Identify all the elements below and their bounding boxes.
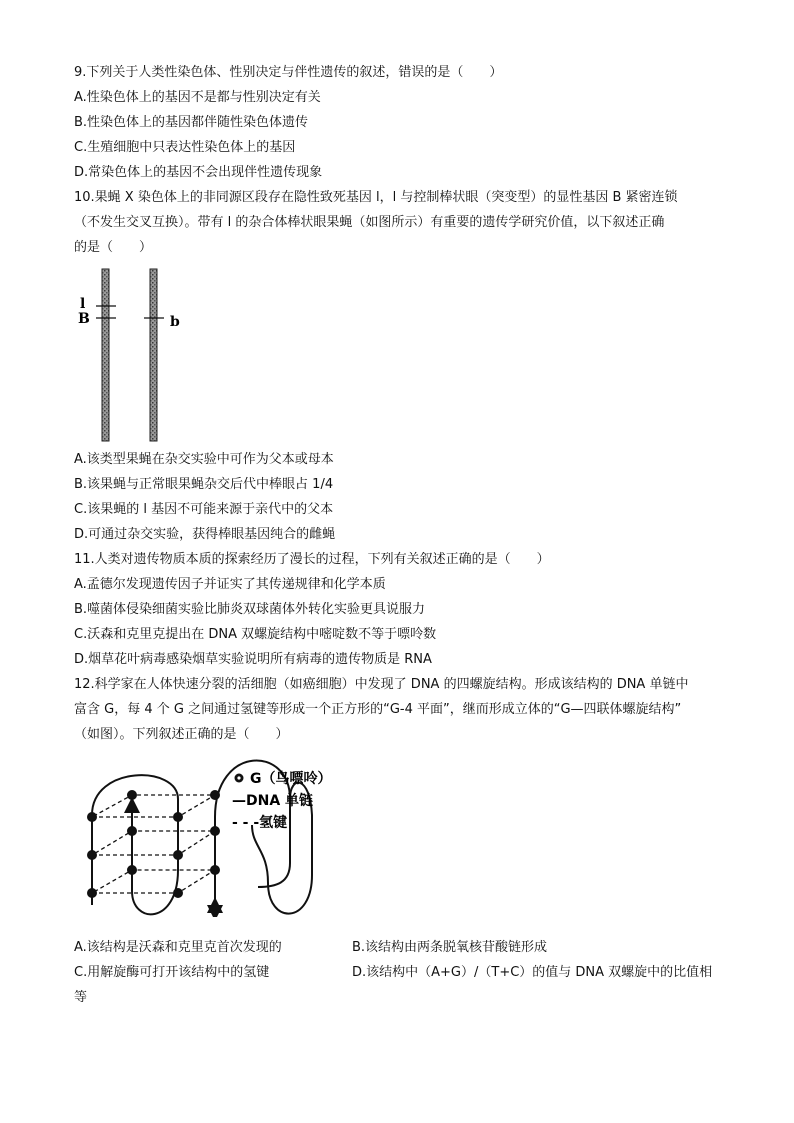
legend-guanine: G（鸟嘌呤）	[250, 771, 332, 787]
q9-stem: 9.下列关于人类性染色体、性别决定与伴性遗传的叙述，错误的是（ ）	[74, 65, 503, 80]
q12-option-d-line2: 等	[74, 990, 88, 1005]
figure-legend	[232, 770, 332, 831]
q11-option-a: A.孟德尔发现遗传因子并证实了其传递规律和化学本质	[74, 577, 386, 592]
q10-option-d: D.可通过杂交实验，获得棒眼基因纯合的雌蝇	[74, 527, 336, 542]
q12-stem-line1: 12.科学家在人体快速分裂的活细胞（如癌细胞）中发现了 DNA 的四螺旋结构。形成该结构的 DNA 单链中	[74, 677, 689, 692]
q11-option-c: C.沃森和克里克提出在 DNA 双螺旋结构中嘧啶数不等于嘌呤数	[74, 627, 437, 642]
q10-option-b: B.该果蝇与正常眼果蝇杂交后代中棒眼占 1/4	[74, 477, 334, 492]
q12-option-c: C.用解旋酶可打开该结构中的氢键	[74, 965, 270, 980]
gene-B-label: B	[78, 311, 90, 327]
q9-option-b: B.性染色体上的基因都伴随性染色体遗传	[74, 115, 309, 130]
chromosome-left	[102, 269, 109, 441]
q10-option-a: A.该类型果蝇在杂交实验中可作为父本或母本	[74, 452, 334, 467]
q11-option-b: B.噬菌体侵染细菌实验比肺炎双球菌体外转化实验更具说服力	[74, 602, 426, 617]
q11-stem: 11.人类对遗传物质本质的探索经历了漫长的过程，下列有关叙述正确的是（ ）	[74, 552, 550, 567]
q12-stem-line3: （如图）。下列叙述正确的是（ ）	[74, 727, 289, 742]
q10-stem-line3: 的是（ ）	[74, 240, 153, 255]
q12-option-a: A.该结构是沃森和克里克首次发现的	[74, 940, 282, 955]
chromosome-figure	[76, 266, 196, 444]
q9-option-a: A.性染色体上的基因不是都与性别决定有关	[74, 90, 321, 105]
guanine-dots	[88, 791, 220, 898]
q10-option-c: C.该果蝇的 l 基因不可能来源于亲代中的父本	[74, 502, 334, 517]
gene-b-label: b	[170, 314, 180, 330]
strand-5	[258, 799, 290, 887]
q12-option-d-line1: D.该结构中（A+G）/（T+C）的值与 DNA 双螺旋中的比值相	[352, 965, 713, 980]
q10-stem-line1: 10.果蝇 X 染色体上的非同源区段存在隐性致死基因 l，l 与控制棒状眼（突变型）的显性基因 B 紧密连锁	[74, 190, 678, 205]
q11-option-d: D.烟草花叶病毒感染烟草实验说明所有病毒的遗传物质是 RNA	[74, 652, 432, 667]
q9-option-c: C.生殖细胞中只表达性染色体上的基因	[74, 140, 296, 155]
q12-option-b: B.该结构由两条脱氧核苷酸链形成	[352, 940, 548, 955]
legend-dna-strand: —DNA 单链	[232, 793, 314, 809]
q10-stem-line2: （不发生交叉互换）。带有 l 的杂合体棒状眼果蝇（如图所示）有重要的遗传学研究价值，以下叙述正确	[74, 215, 665, 230]
q9-option-d: D.常染色体上的基因不会出现伴性遗传现象	[74, 165, 323, 180]
legend-hydrogen-bond: - - -氢键	[232, 815, 288, 831]
q12-stem-line2: 富含 G，每 4 个 G 之间通过氢键等形成一个正方形的“G-4 平面”，继而形成立体的“G—四联体螺旋结构”	[74, 702, 682, 717]
hydrogen-bonds	[92, 795, 215, 893]
chromosome-right	[150, 269, 157, 441]
g-quadruplex-figure	[80, 755, 340, 917]
gene-l-label: l	[80, 296, 86, 312]
